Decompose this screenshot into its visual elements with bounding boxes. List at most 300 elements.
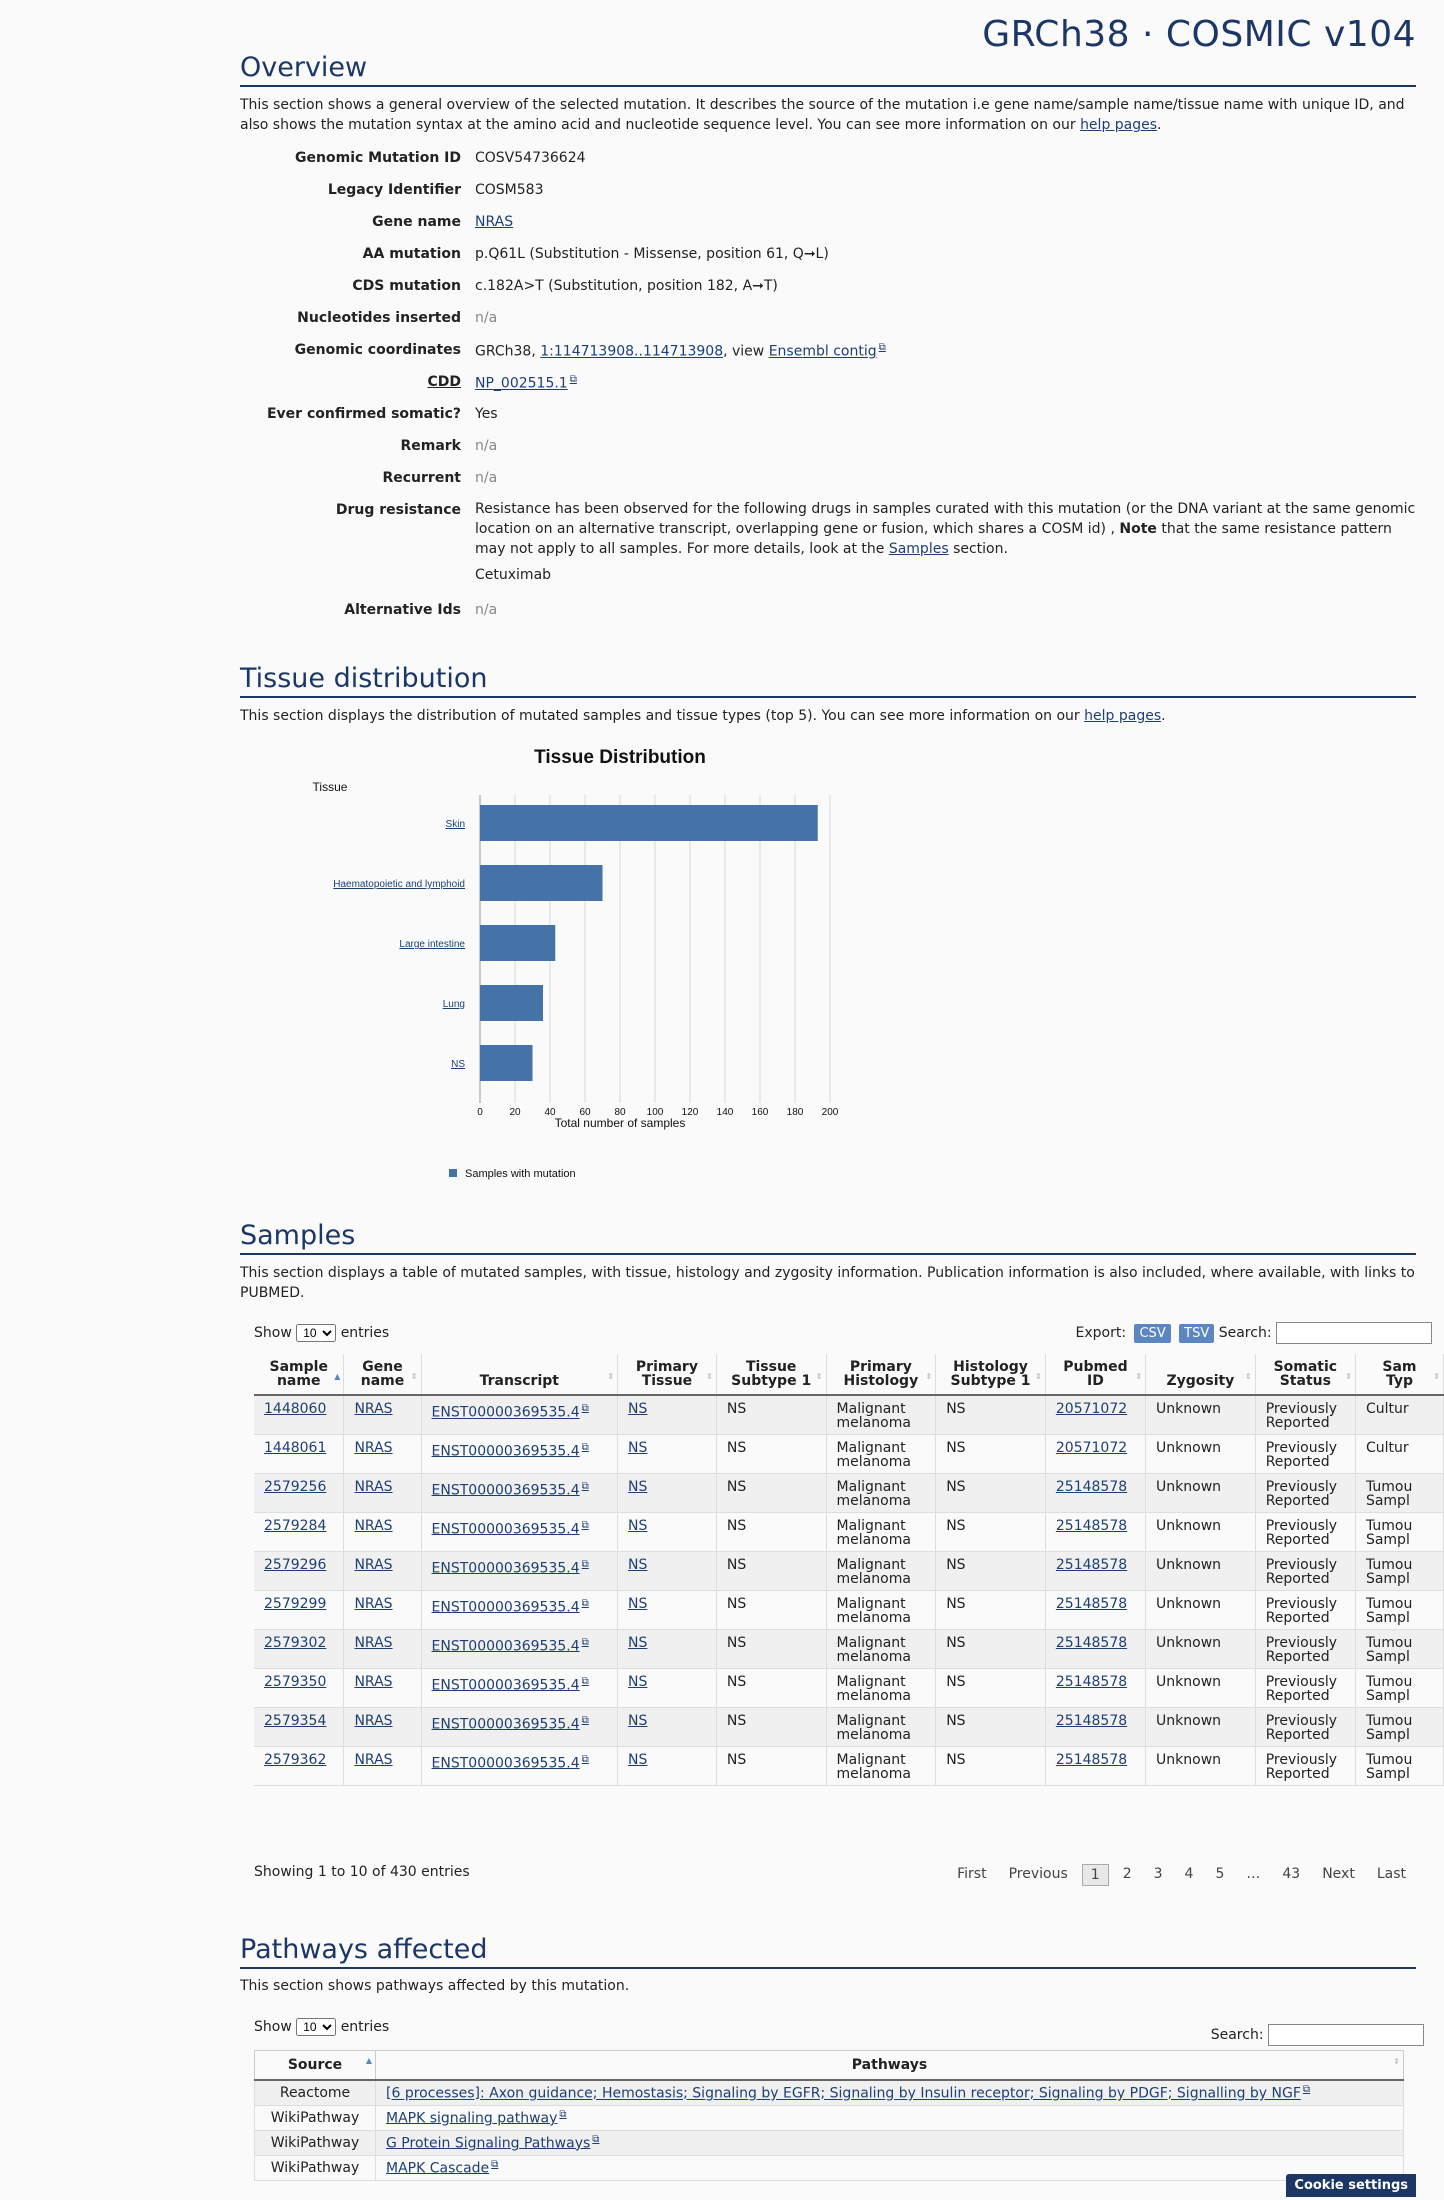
table-cell: Malignant melanoma — [826, 1434, 936, 1473]
table-cell — [1045, 1434, 1145, 1473]
table-cell — [618, 1590, 717, 1629]
column-pubmed-id[interactable]: Pubmed ID ⇕ — [1045, 1354, 1145, 1395]
pager-previous[interactable]: Previous — [1008, 1866, 1068, 1882]
cell-link[interactable]: NS — [628, 1712, 648, 1729]
column-gene-name[interactable]: Gene name ⇕ — [344, 1354, 421, 1395]
table-cell — [618, 1395, 717, 1434]
pathways-header-row — [255, 2051, 1404, 2081]
cell-link[interactable]: ENST00000369535.4 — [431, 1599, 580, 1616]
tissue-intro — [240, 706, 1416, 726]
pathway-cell — [376, 2130, 1404, 2155]
table-row — [254, 1746, 1444, 1785]
cell-link[interactable]: 25148578 — [1055, 1712, 1128, 1729]
pager-…: … — [1246, 1866, 1261, 1882]
cell-link[interactable]: 25148578 — [1055, 1673, 1128, 1690]
label-alternative-ids: Alternative Ids — [344, 602, 461, 618]
cell-link[interactable]: ENST00000369535.4 — [431, 1755, 580, 1772]
column-tissue-subtype-1[interactable]: Tissue Subtype 1 ⇕ — [716, 1354, 826, 1395]
sort-icon: ⇕ — [1245, 1372, 1252, 1381]
table-cell: Previously Reported — [1255, 1707, 1355, 1746]
table-cell: Tumou Sampl — [1355, 1473, 1443, 1512]
bar-skin[interactable] — [480, 805, 818, 841]
column-zygosity-[interactable]: Zygosity ⇕ — [1146, 1354, 1256, 1395]
cookie-settings-button[interactable]: Cookie settings — [1286, 2174, 1416, 2197]
value-remark: n/a — [475, 438, 498, 454]
source-cell: Reactome — [255, 2080, 376, 2105]
pager-5[interactable]: 5 — [1215, 1866, 1225, 1882]
sort-asc-icon: ▲ — [365, 2056, 372, 2065]
row-gene-name — [240, 214, 1416, 246]
table-cell: NS — [936, 1629, 1046, 1668]
sort-icon: ⇕ — [925, 1372, 933, 1381]
label-aa-mutation: AA mutation — [362, 246, 461, 262]
cell-link[interactable]: NRAS — [354, 1517, 393, 1534]
legend-swatch — [449, 1169, 457, 1177]
cell-link[interactable]: NRAS — [354, 1751, 393, 1768]
chart-y-label: Tissue — [312, 780, 348, 794]
cdd-label-link[interactable]: CDD — [427, 374, 461, 390]
table-cell — [421, 1746, 618, 1785]
sort-icon: ⇕ — [706, 1372, 713, 1381]
table-cell: Tumou Sampl — [1355, 1551, 1443, 1590]
pathway-link[interactable]: MAPK Cascade — [386, 2160, 490, 2177]
samples-header-row — [254, 1354, 1444, 1395]
cell-link[interactable]: 25148578 — [1055, 1751, 1128, 1768]
table-row — [255, 2155, 1404, 2180]
cell-link[interactable]: NRAS — [354, 1673, 393, 1690]
column-pathways[interactable]: Pathways ⇕ — [376, 2051, 1404, 2081]
sort-icon: ⇕ — [410, 1372, 418, 1381]
pathways-search-input[interactable] — [1268, 2024, 1424, 2046]
external-link-icon: ⧉ — [581, 1675, 589, 1687]
ensembl-contig-link[interactable]: Ensembl contig — [768, 343, 877, 360]
table-cell: Cultur — [1355, 1434, 1443, 1473]
column-source[interactable]: Source ▲ — [255, 2051, 376, 2081]
entries-label: entries — [340, 1325, 390, 1341]
pager-2[interactable]: 2 — [1122, 1866, 1132, 1882]
pager-1[interactable]: 1 — [1082, 1864, 1109, 1886]
table-cell — [344, 1590, 421, 1629]
table-row — [254, 1551, 1444, 1590]
table-cell — [254, 1551, 344, 1590]
bar-large-intestine[interactable] — [480, 925, 555, 961]
pathway-link[interactable]: MAPK signaling pathway — [386, 2110, 558, 2127]
external-link-icon: ⧉ — [581, 1714, 589, 1726]
row-ever-confirmed-somatic — [240, 406, 1416, 438]
table-cell — [1045, 1512, 1145, 1551]
row-recurrent — [240, 470, 1416, 502]
column-histology-subtype-1[interactable]: Histology Subtype 1 ⇕ — [936, 1354, 1046, 1395]
table-row — [255, 2105, 1404, 2130]
samples-search-input[interactable] — [1276, 1322, 1432, 1344]
chart-bars — [480, 805, 818, 1081]
table-cell: Unknown — [1146, 1590, 1256, 1629]
table-cell: NS — [716, 1434, 826, 1473]
cell-link[interactable]: NS — [628, 1401, 648, 1417]
external-link-icon: ⧉ — [491, 2158, 499, 2170]
value-legacy-identifier: COSM583 — [475, 182, 544, 198]
drug-text-3: section. — [948, 541, 1008, 557]
external-link-icon: ⧉ — [581, 1441, 589, 1453]
cell-link[interactable]: NRAS — [354, 1401, 393, 1417]
value-aa-mutation: p.Q61L (Substitution - Missense, position 61, Q➞L) — [475, 246, 829, 262]
table-cell: Unknown — [1146, 1434, 1256, 1473]
table-cell: Tumou Sampl — [1355, 1746, 1443, 1785]
table-row — [254, 1707, 1444, 1746]
pathway-link[interactable]: G Protein Signaling Pathways — [386, 2135, 591, 2152]
cell-link[interactable]: ENST00000369535.4 — [431, 1521, 580, 1538]
table-cell: Unknown — [1146, 1551, 1256, 1590]
pathways-table-controls — [254, 2018, 1414, 2043]
table-cell: Unknown — [1146, 1512, 1256, 1551]
cell-link[interactable]: NS — [628, 1478, 648, 1495]
pager-buttons — [949, 1864, 1414, 1886]
column-sam-typ[interactable]: Sam Typ ⇕ — [1355, 1354, 1443, 1395]
column-transcript-[interactable]: Transcript ⇕ — [421, 1354, 618, 1395]
cell-link[interactable]: 2579362 — [264, 1751, 327, 1768]
cell-link[interactable]: NS — [628, 1634, 648, 1651]
table-cell: Previously Reported — [1255, 1629, 1355, 1668]
cell-link[interactable]: 2579354 — [264, 1712, 327, 1729]
table-cell — [618, 1746, 717, 1785]
table-cell — [421, 1668, 618, 1707]
pager-first[interactable]: First — [957, 1866, 987, 1882]
category-label-large-intestine[interactable]: Large intestine — [399, 939, 465, 950]
table-cell — [254, 1629, 344, 1668]
table-cell — [618, 1434, 717, 1473]
show-label: Show — [254, 1325, 292, 1341]
samples-entries-select[interactable] — [296, 1324, 336, 1342]
samples-heading: Samples — [240, 1220, 1416, 1255]
bar-lung[interactable] — [480, 985, 543, 1021]
table-cell: NS — [716, 1746, 826, 1785]
chart-x-label: Total number of samples — [554, 1116, 686, 1130]
cell-link[interactable]: 20571072 — [1055, 1439, 1128, 1456]
table-cell: Malignant melanoma — [826, 1473, 936, 1512]
table-cell — [1045, 1590, 1145, 1629]
table-cell: Tumou Sampl — [1355, 1707, 1443, 1746]
cell-link[interactable]: 2579256 — [264, 1478, 327, 1495]
coords-prefix: GRCh38, — [475, 343, 541, 360]
x-tick-label: 0 — [477, 1107, 483, 1118]
table-cell: Previously Reported — [1255, 1551, 1355, 1590]
table-row — [254, 1434, 1444, 1473]
cell-link[interactable]: NS — [628, 1439, 648, 1456]
x-tick-label: 120 — [681, 1107, 699, 1118]
pager-next[interactable]: Next — [1322, 1866, 1355, 1882]
cell-link[interactable]: ENST00000369535.4 — [431, 1677, 580, 1694]
cell-link[interactable]: 25148578 — [1055, 1478, 1128, 1495]
samples-body — [254, 1395, 1444, 1785]
row-cds-mutation — [240, 278, 1416, 310]
row-remark — [240, 438, 1416, 470]
table-cell — [421, 1590, 618, 1629]
label-cds-mutation: CDS mutation — [352, 278, 461, 294]
external-link-icon: ⧉ — [569, 374, 577, 385]
table-cell — [1045, 1473, 1145, 1512]
row-legacy-identifier — [240, 182, 1416, 214]
cell-link[interactable]: 2579299 — [264, 1595, 327, 1612]
bar-haematopoietic-and-lymphoid[interactable] — [480, 865, 603, 901]
overview-intro-text: This section shows a general overview of the selected mutation. It describes the source of the mutation i.e gene name/sample name/tissue name with unique ID, and also shows the mutation syntax at the amino acid and nucleotide sequence level. You can see more information on our — [240, 97, 1405, 133]
table-cell: Unknown — [1146, 1707, 1256, 1746]
cell-link[interactable]: NRAS — [354, 1634, 393, 1651]
table-row — [255, 2130, 1404, 2155]
samples-link[interactable]: Samples — [888, 541, 949, 557]
x-tick-label: 200 — [821, 1107, 839, 1118]
legend-entry[interactable]: Samples with mutation — [465, 1168, 576, 1180]
table-cell: NS — [936, 1512, 1046, 1551]
x-tick-label: 40 — [544, 1107, 556, 1118]
pathway-link[interactable]: [6 processes]: Axon guidance; Hemostasis; Signaling by EGFR; Signaling by Insulin receptor; Signaling by PDGF; Signalling by NGF — [386, 2085, 1301, 2102]
table-cell — [1045, 1629, 1145, 1668]
value-genomic-mutation-id: COSV54736624 — [475, 150, 586, 166]
external-link-icon: ⧉ — [581, 1480, 589, 1492]
cell-link[interactable]: NRAS — [354, 1478, 393, 1495]
cell-link[interactable]: 25148578 — [1055, 1517, 1128, 1534]
table-cell: Previously Reported — [1255, 1590, 1355, 1629]
cell-link[interactable]: ENST00000369535.4 — [431, 1443, 580, 1460]
table-cell — [618, 1707, 717, 1746]
x-tick-label: 180 — [786, 1107, 804, 1118]
sort-asc-icon: ▲ — [334, 1372, 341, 1381]
category-label-skin[interactable]: Skin — [445, 819, 465, 830]
sort-icon: ⇕ — [1345, 1372, 1352, 1381]
table-cell: Malignant melanoma — [826, 1395, 936, 1434]
table-cell: Tumou Sampl — [1355, 1629, 1443, 1668]
external-link-icon: ⧉ — [581, 1636, 589, 1648]
table-cell: Tumou Sampl — [1355, 1512, 1443, 1551]
cell-link[interactable]: 2579350 — [264, 1673, 327, 1690]
column-somatic-status[interactable]: Somatic Status ⇕ — [1255, 1354, 1355, 1395]
category-label-haematopoietic-and-lymphoid[interactable]: Haematopoietic and lymphoid — [333, 879, 465, 890]
table-cell: Malignant melanoma — [826, 1551, 936, 1590]
table-cell: Malignant melanoma — [826, 1590, 936, 1629]
pager-4[interactable]: 4 — [1184, 1866, 1194, 1882]
value-ever-confirmed-somatic: Yes — [475, 406, 498, 422]
chart-category-labels — [333, 819, 465, 1070]
samples-table-controls — [254, 1324, 1414, 1342]
samples-info: Showing 1 to 10 of 430 entries — [254, 1864, 470, 1880]
table-cell: Malignant melanoma — [826, 1668, 936, 1707]
table-row — [254, 1668, 1444, 1707]
table-cell: Previously Reported — [1255, 1395, 1355, 1434]
pathway-cell — [376, 2105, 1404, 2130]
sort-icon: ⇕ — [1393, 2057, 1400, 2066]
pathways-heading: Pathways affected — [240, 1934, 1416, 1969]
overview-help-link[interactable]: help pages — [1080, 117, 1158, 133]
label-ever-confirmed-somatic: Ever confirmed somatic? — [266, 406, 461, 422]
table-cell: NS — [716, 1395, 826, 1434]
cell-link[interactable]: 1448061 — [264, 1439, 327, 1456]
label-legacy-identifier: Legacy Identifier — [327, 182, 461, 198]
table-cell: NS — [936, 1668, 1046, 1707]
external-link-icon: ⧉ — [878, 342, 886, 353]
label-nucleotides-inserted: Nucleotides inserted — [297, 310, 461, 326]
column-sample-name[interactable]: Sample name ▲ — [254, 1354, 344, 1395]
tissue-intro-text: This section displays the distribution of mutated samples and tissue types (top 5). You can see more information on our — [240, 708, 1085, 724]
row-nucleotides-inserted — [240, 310, 1416, 342]
samples-table — [254, 1354, 1444, 1786]
external-link-icon: ⧉ — [581, 1519, 589, 1531]
gene-link[interactable]: NRAS — [475, 214, 514, 230]
table-cell: NS — [716, 1590, 826, 1629]
export-label: Export: — [1075, 1325, 1127, 1341]
source-cell: WikiPathway — [255, 2105, 376, 2130]
pathway-cell — [376, 2080, 1404, 2105]
table-cell — [344, 1668, 421, 1707]
column-primary-tissue[interactable]: Primary Tissue ⇕ — [618, 1354, 717, 1395]
row-aa-mutation — [240, 246, 1416, 278]
table-cell: NS — [716, 1668, 826, 1707]
cell-link[interactable]: NS — [628, 1595, 648, 1612]
cell-link[interactable]: 1448060 — [264, 1401, 327, 1417]
category-label-ns[interactable]: NS — [451, 1059, 465, 1070]
sort-icon: ⇕ — [1135, 1372, 1143, 1381]
cell-link[interactable]: NRAS — [354, 1439, 393, 1456]
table-cell: Malignant melanoma — [826, 1629, 936, 1668]
cell-link[interactable]: 25148578 — [1055, 1556, 1128, 1573]
drug-name: Cetuximab — [475, 567, 552, 583]
table-cell: NS — [936, 1395, 1046, 1434]
x-tick-label: 100 — [646, 1107, 664, 1118]
external-link-icon: ⧉ — [592, 2133, 600, 2145]
pathways-body — [255, 2080, 1404, 2180]
row-drug-resistance — [240, 502, 1416, 602]
table-row — [254, 1629, 1444, 1668]
pathways-entries-select[interactable] — [296, 2018, 336, 2036]
column-primary-histology[interactable]: Primary Histology ⇕ — [826, 1354, 936, 1395]
category-label-lung[interactable]: Lung — [442, 999, 465, 1010]
table-cell — [1045, 1395, 1145, 1434]
overview-intro-end: . — [1157, 117, 1162, 133]
label-recurrent: Recurrent — [382, 470, 461, 486]
cell-link[interactable]: NS — [628, 1556, 648, 1573]
table-cell — [421, 1473, 618, 1512]
label-drug-resistance: Drug resistance — [335, 502, 461, 518]
label-cdd[interactable] — [240, 374, 475, 390]
export-tsv-button[interactable]: TSV — [1179, 1324, 1214, 1343]
drug-note: Note — [1119, 521, 1157, 537]
label-genomic-mutation-id: Genomic Mutation ID — [295, 150, 461, 166]
row-genomic-mutation-id — [240, 150, 1416, 182]
table-cell — [254, 1395, 344, 1434]
label-remark: Remark — [400, 438, 461, 454]
label-genomic-coordinates: Genomic coordinates — [294, 342, 461, 358]
x-tick-label: 80 — [614, 1107, 626, 1118]
sort-icon: ⇕ — [815, 1372, 823, 1381]
row-alternative-ids — [240, 602, 1416, 634]
table-cell: NS — [936, 1434, 1046, 1473]
table-cell — [344, 1746, 421, 1785]
table-cell — [1045, 1746, 1145, 1785]
label-gene-name: Gene name — [372, 214, 461, 230]
cell-link[interactable]: 2579296 — [264, 1556, 327, 1573]
pager-43[interactable]: 43 — [1282, 1866, 1301, 1882]
cell-link[interactable]: ENST00000369535.4 — [431, 1716, 580, 1733]
cell-link[interactable]: NRAS — [354, 1556, 393, 1573]
x-tick-label: 60 — [579, 1107, 591, 1118]
table-row — [255, 2080, 1404, 2105]
table-cell — [254, 1473, 344, 1512]
samples-pagination — [254, 1864, 1414, 1883]
drug-text: Resistance has been observed for the following drugs in samples curated with this mutation (or the DNA variant at the same genomic location on an alternative transcript, overlapping gene or fusion, which shares a COSM id) , — [475, 501, 1416, 537]
cdd-link[interactable]: NP_002515.1 — [475, 375, 568, 392]
pager-3[interactable]: 3 — [1153, 1866, 1163, 1882]
tissue-help-link[interactable]: help pages — [1084, 708, 1162, 724]
page-title: GRCh38 · COSMIC v104 — [982, 14, 1416, 55]
table-cell: NS — [716, 1707, 826, 1746]
overview-heading: Overview — [240, 52, 1416, 87]
cell-link[interactable]: NS — [628, 1517, 648, 1534]
cell-link[interactable]: NRAS — [354, 1595, 393, 1612]
table-cell — [421, 1629, 618, 1668]
value-cds-mutation: c.182A>T (Substitution, position 182, A➞T) — [475, 278, 778, 294]
cell-link[interactable]: ENST00000369535.4 — [431, 1482, 580, 1499]
overview-table — [240, 150, 1416, 634]
external-link-icon: ⧉ — [581, 1403, 589, 1414]
pager-last[interactable]: Last — [1376, 1866, 1406, 1882]
table-cell: Malignant melanoma — [826, 1512, 936, 1551]
cell-link[interactable]: ENST00000369535.4 — [431, 1404, 580, 1421]
coords-link[interactable]: 1:114713908..114713908 — [540, 343, 724, 360]
table-cell: NS — [936, 1707, 1046, 1746]
table-cell — [344, 1551, 421, 1590]
row-genomic-coordinates — [240, 342, 1416, 374]
sort-icon: ⇕ — [607, 1372, 615, 1381]
bar-ns[interactable] — [480, 1045, 533, 1081]
search-label: Search: — [1218, 1325, 1272, 1341]
value-recurrent: n/a — [475, 470, 498, 486]
table-cell — [344, 1434, 421, 1473]
table-cell — [618, 1512, 717, 1551]
table-row — [254, 1473, 1444, 1512]
cell-link[interactable]: 25148578 — [1055, 1634, 1128, 1651]
cell-link[interactable]: NS — [628, 1673, 648, 1690]
table-cell: NS — [936, 1551, 1046, 1590]
cell-link[interactable]: 20571072 — [1055, 1401, 1128, 1417]
cell-link[interactable]: NRAS — [354, 1712, 393, 1729]
external-link-icon: ⧉ — [581, 1597, 589, 1609]
table-cell: NS — [936, 1473, 1046, 1512]
table-cell — [254, 1512, 344, 1551]
cell-link[interactable]: 2579302 — [264, 1634, 327, 1651]
table-cell — [618, 1629, 717, 1668]
value-nucleotides-inserted: n/a — [475, 310, 498, 326]
table-cell — [618, 1668, 717, 1707]
table-cell — [254, 1746, 344, 1785]
sort-icon: ⇕ — [1035, 1372, 1042, 1381]
table-cell — [421, 1434, 618, 1473]
table-cell: Tumou Sampl — [1355, 1668, 1443, 1707]
table-cell — [254, 1434, 344, 1473]
table-cell: NS — [716, 1512, 826, 1551]
table-cell — [344, 1512, 421, 1551]
cell-link[interactable]: ENST00000369535.4 — [431, 1560, 580, 1577]
table-cell — [344, 1707, 421, 1746]
cell-link[interactable]: ENST00000369535.4 — [431, 1638, 580, 1655]
cell-link[interactable]: 2579284 — [264, 1517, 327, 1534]
table-cell: Malignant melanoma — [826, 1707, 936, 1746]
table-cell: Previously Reported — [1255, 1668, 1355, 1707]
cell-link[interactable]: 25148578 — [1055, 1595, 1128, 1612]
coords-view: , view — [723, 343, 769, 360]
table-cell — [344, 1629, 421, 1668]
cell-link[interactable]: NS — [628, 1751, 648, 1768]
export-csv-button[interactable]: CSV — [1134, 1324, 1170, 1343]
search-label: Search: — [1210, 2027, 1264, 2043]
table-cell: Previously Reported — [1255, 1746, 1355, 1785]
